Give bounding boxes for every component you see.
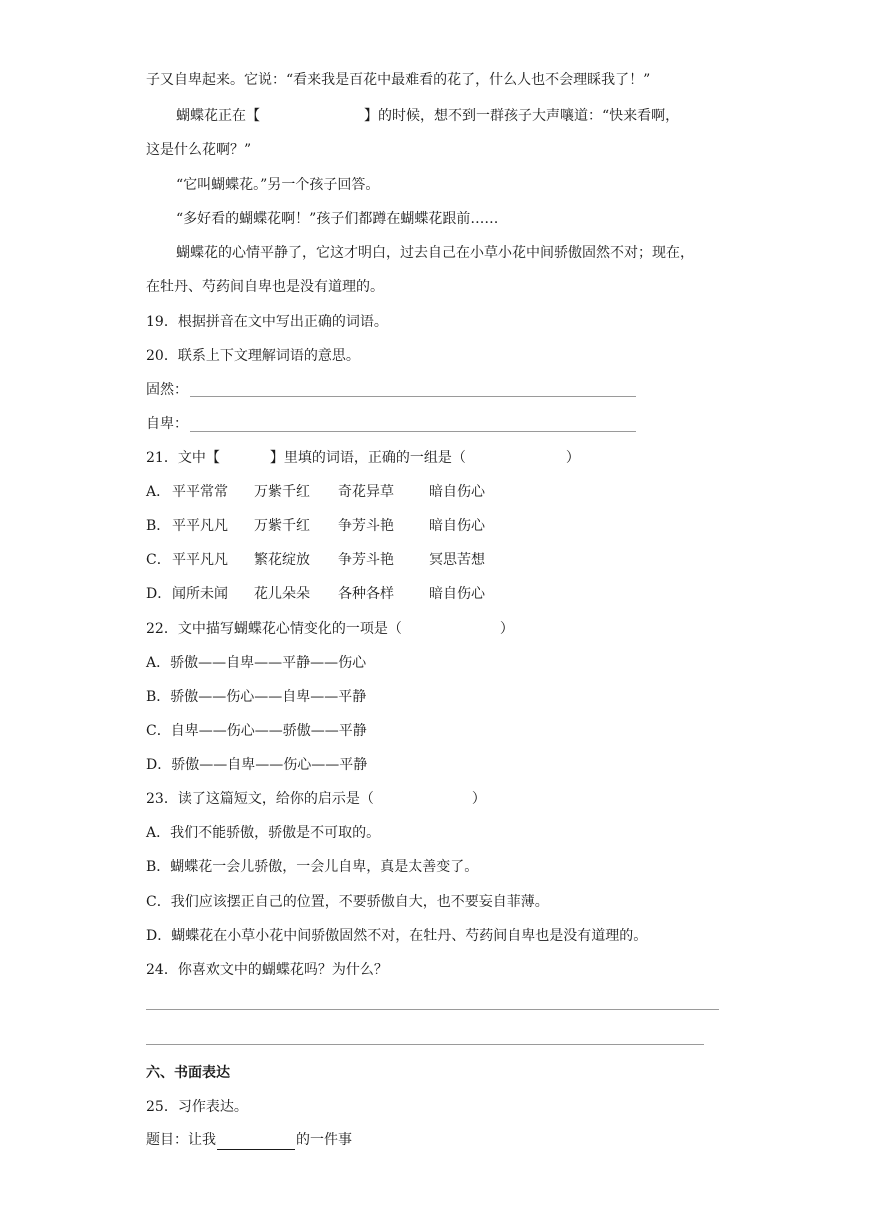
q21-text-end: ） (565, 450, 580, 466)
q23-option-d[interactable]: D．蝴蝶花在小草小花中间骄傲固然不对，在牡丹、芍药间自卑也是没有道理的。 (146, 928, 648, 944)
passage-line-2-start: 蝴蝶花正在【 (176, 108, 260, 124)
q20-item-zibei-label: 自卑： (146, 416, 188, 432)
question-22 (146, 619, 514, 639)
question-21 (146, 448, 580, 468)
q21-option-word: 冥思苦想 (429, 552, 485, 568)
q23-option-b[interactable]: B．蝴蝶花一会儿骄傲，一会儿自卑，真是太善变了。 (146, 859, 479, 875)
q21-option-word: 闻所未闻 (172, 586, 228, 602)
essay-topic-blank[interactable] (217, 1133, 295, 1150)
q21-option-word: 暗自伤心 (429, 518, 485, 534)
q21-option-label: C． (146, 552, 171, 568)
passage-line-3: 这是什么花啊？” (146, 142, 252, 158)
passage-line-6: 蝴蝶花的心情平静了，它这才明白，过去自己在小草小花中间骄傲固然不对；现在， (176, 245, 694, 261)
passage-line-7: 在牡丹、芍药间自卑也是没有道理的。 (146, 279, 384, 295)
q21-option-word: 万紫千红 (254, 518, 310, 534)
essay-topic (146, 1130, 352, 1150)
question-20: 20．联系上下文理解词语的意思。 (146, 348, 360, 364)
passage-line-5: “多好看的蝴蝶花啊！”孩子们都蹲在蝴蝶花跟前…… (176, 211, 499, 227)
q20-item-guran-label: 固然： (146, 382, 188, 398)
q23-text-end: ） (471, 791, 486, 807)
q22-text-end: ） (499, 621, 514, 637)
q22-option-c[interactable]: C．自卑——伤心——骄傲——平静 (146, 723, 367, 739)
q21-text-mid: 】里填的词语，正确的一组是（ (269, 450, 466, 466)
passage-line-1: 子又自卑起来。它说：“看来我是百花中最难看的花了，什么人也不会理睬我了！” (146, 72, 651, 88)
q23-text-start: 23．读了这篇短文，给你的启示是（ (146, 791, 374, 807)
q21-option-word: 奇花异草 (338, 484, 394, 500)
answer-line-1[interactable] (146, 1009, 719, 1010)
q21-option-word: 暗自伤心 (429, 586, 485, 602)
q21-option-word: 暗自伤心 (429, 484, 485, 500)
answer-line-2[interactable] (146, 1044, 704, 1045)
question-23 (146, 789, 486, 809)
q21-option-word: 万紫千红 (254, 484, 310, 500)
q21-text-start: 21．文中【 (146, 450, 220, 466)
q22-option-d[interactable]: D．骄傲——自卑——伤心——平静 (146, 757, 368, 773)
q21-option-word: 繁花绽放 (254, 552, 310, 568)
essay-topic-start: 题目：让我 (146, 1132, 216, 1148)
q21-option-word: 平平凡凡 (172, 552, 228, 568)
passage-line-2-end: 】的时候，想不到一群孩子大声嚷道：“快来看啊， (364, 108, 680, 124)
q21-option-word: 花儿朵朵 (254, 586, 310, 602)
q21-option-word: 争芳斗艳 (338, 552, 394, 568)
section-heading: 六、书面表达 (146, 1065, 230, 1081)
q21-option-label: B． (146, 518, 171, 534)
q21-option-word: 平平凡凡 (172, 518, 228, 534)
q23-option-c[interactable]: C．我们应该摆正自己的位置，不要骄傲自大，也不要妄自菲薄。 (146, 894, 549, 910)
passage-line-4: “它叫蝴蝶花。”另一个孩子回答。 (176, 177, 380, 193)
q21-option-label: A． (146, 484, 171, 500)
q21-option-label: D． (146, 586, 172, 602)
q23-option-a[interactable]: A．我们不能骄傲，骄傲是不可取的。 (146, 825, 381, 841)
q21-option-word: 争芳斗艳 (338, 518, 394, 534)
q22-option-b[interactable]: B．骄傲——伤心——自卑——平静 (146, 689, 367, 705)
answer-line-guran[interactable] (190, 396, 636, 397)
question-24: 24．你喜欢文中的蝴蝶花吗？为什么？ (146, 962, 388, 978)
q22-text-start: 22．文中描写蝴蝶花心情变化的一项是（ (146, 621, 402, 637)
q22-option-a[interactable]: A．骄傲——自卑——平静——伤心 (146, 655, 367, 671)
answer-line-zibei[interactable] (190, 431, 636, 432)
question-25: 25．习作表达。 (146, 1099, 248, 1115)
essay-topic-end: 的一件事 (296, 1132, 352, 1148)
q21-option-word: 平平常常 (172, 484, 228, 500)
question-19: 19．根据拼音在文中写出正确的词语。 (146, 314, 388, 330)
q21-option-word: 各种各样 (338, 586, 394, 602)
passage-line-2 (176, 106, 679, 126)
